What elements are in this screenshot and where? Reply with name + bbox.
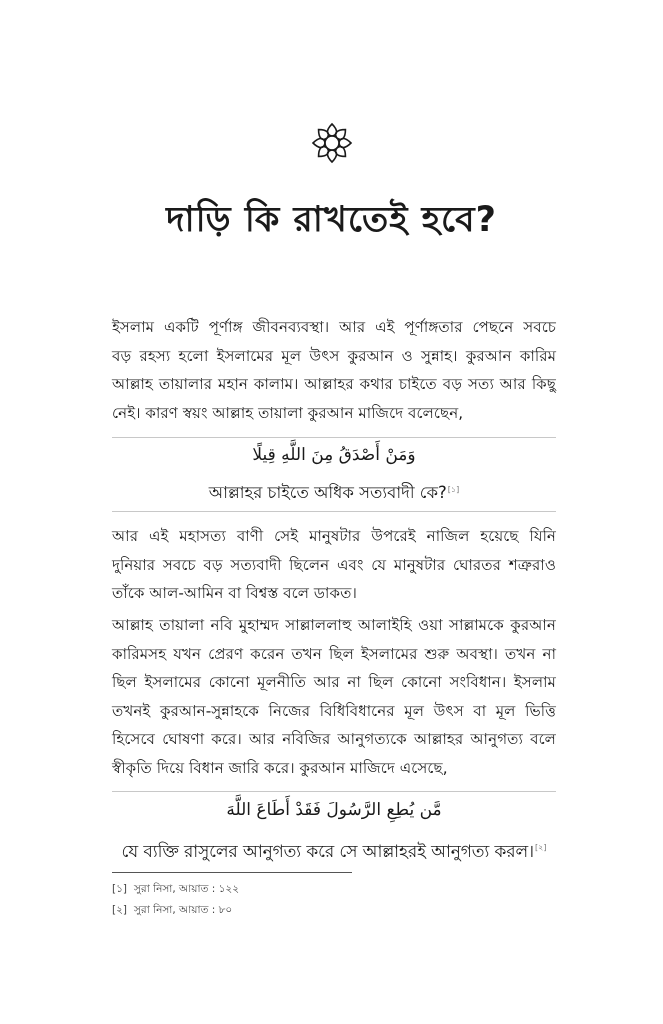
- arabic-verse-2: مَّن يُطِعِ الرَّسُولَ فَقَدْ أَطَاعَ اللَّهَ: [226, 800, 442, 820]
- text-line: তাঁকে আল-আমিন বা বিশ্বস্ত বলে ডাকত।: [112, 584, 357, 603]
- paragraph-intro: [112, 313, 556, 427]
- text-line: তখনই কুরআন-সুন্নাহকে নিজের বিধিবিধানের মূল উৎস বা মূল ভিত্তি: [112, 701, 556, 720]
- text-line: আল্লাহ তায়ালার মহান কালাম। আল্লাহর কথার চাইতে বড় সত্য আর কিছু: [112, 375, 556, 394]
- paragraph-sources: [112, 611, 556, 783]
- paragraph-truthful: [112, 522, 556, 608]
- eight-petal-flower-icon: [311, 122, 353, 164]
- footnote-2: [২] সুরা নিসা, আয়াত : ৮০: [112, 904, 233, 916]
- footnote-1: [১] সুরা নিসা, আয়াত : ১২২: [112, 883, 240, 895]
- text-line: নেই। কারণ স্বয়ং আল্লাহ তায়ালা কুরআন মাজিদে বলেছেন,: [112, 403, 464, 422]
- text-line: স্বীকৃতি দিয়ে বিধান জারি করে। কুরআন মাজিদে এসেছে,: [112, 758, 448, 777]
- verse-translation-1: আল্লাহর চাইতে অধিক সত্যবাদী কে?[১]: [208, 483, 460, 502]
- text-line: দুনিয়ার সবচে বড় সত্যবাদী ছিলেন এবং যে মানুষটার ঘোরতর শত্রুরাও: [112, 555, 556, 574]
- arabic-verse-1: وَمَنْ أَصْدَقُ مِنَ اللَّهِ قِيلًا: [252, 445, 416, 465]
- divider: [112, 791, 556, 792]
- footnote-ref-1[interactable]: [১]: [447, 484, 460, 494]
- text-line: আল্লাহ তায়ালা নবি মুহাম্মদ সাল্লাললাহু আলাইহি ওয়া সাল্লামকে কুরআন: [112, 616, 556, 634]
- text-line: ইসলাম একটি পূর্ণাঙ্গ জীবনব্যবস্থা। আর এই পূর্ণাঙ্গতার পেছনে সবচে: [112, 318, 556, 336]
- text-line: কারিমসহ যখন প্রেরণ করেন তখন ছিল ইসলামের শুরু অবস্থা। তখন না: [112, 644, 556, 663]
- verse-translation-2: যে ব্যক্তি রাসুলের আনুগত্য করে সে আল্লাহরই আনুগত্য করল।[২]: [121, 841, 547, 861]
- footnote-ref-2[interactable]: [২]: [535, 843, 547, 853]
- divider: [112, 437, 556, 438]
- text-line: বড় রহস্য হলো ইসলামের মূল উৎস কুরআন ও সুন্নাহ। কুরআন কারিম: [112, 346, 556, 365]
- text-line: হিসেবে ঘোষণা করে। আর নবিজির আনুগত্যকে আল্লাহর আনুগত্য বলে: [112, 730, 556, 749]
- page-title: দাড়ি কি রাখতেই হবে?: [166, 200, 497, 240]
- text-line: ছিল ইসলামের কোনো মূলনীতি আর না ছিল কোনো সংবিধান। ইসলাম: [112, 673, 556, 692]
- footnote-divider: [112, 872, 352, 873]
- divider: [112, 511, 556, 512]
- text-line: আর এই মহাসত্য বাণী সেই মানুষটার উপরেই নাজিল হয়েছে যিনি: [112, 527, 556, 545]
